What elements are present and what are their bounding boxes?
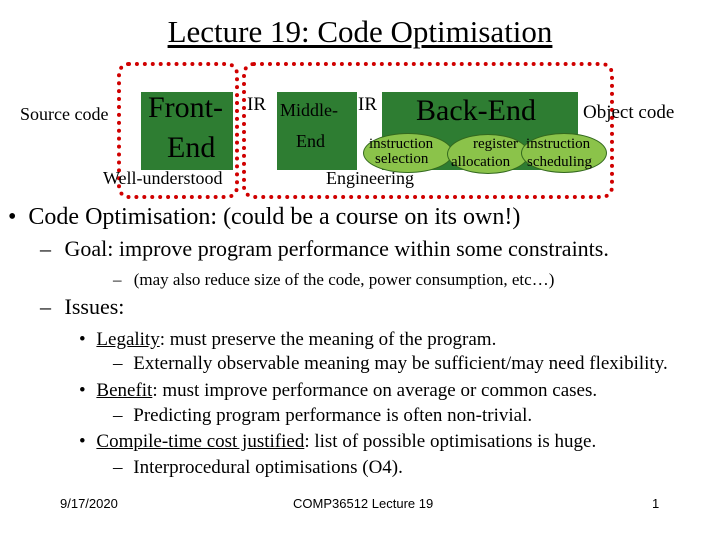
front-end-label-line2: End [167, 131, 216, 164]
instruction-selection-label-line1: instruction [369, 136, 434, 152]
well-understood-label: Well-understood [103, 168, 223, 188]
issue-legality-detail [113, 353, 668, 375]
goal-note-text: (may also reduce size of the code, power consumption, etc…) [133, 270, 555, 289]
engineering-label: Engineering [326, 168, 414, 188]
bullet-glyph: • [79, 431, 86, 452]
goal-text: Goal: improve program performance within some constraints. [64, 236, 609, 261]
sub-bullet-issues [40, 294, 124, 320]
legality-term: Legality [96, 329, 160, 350]
dash-glyph: – [113, 405, 123, 426]
ir-label-1: IR [247, 94, 266, 115]
page-title: Lecture 19: Code Optimisation [167, 14, 553, 49]
dash-glyph: – [40, 294, 51, 319]
middle-end-label-line1: Middle- [280, 100, 338, 120]
issue-benefit [79, 380, 597, 402]
bullet-glyph: • [79, 329, 86, 350]
cost-term: Compile-time cost justified [96, 431, 305, 452]
source-code-label: Source code [20, 104, 109, 124]
ir-label-2: IR [358, 94, 377, 115]
bullet-code-optimisation [8, 204, 520, 231]
issues-text: Issues: [64, 294, 125, 319]
dash-glyph: – [113, 353, 123, 374]
legality-detail-text: Externally observable meaning may be sufficient/may need flexibility. [133, 353, 668, 374]
issue-compile-time-cost-detail [113, 457, 403, 479]
middle-end-label-line2: End [296, 131, 325, 151]
dash-glyph: – [40, 236, 51, 261]
dash-glyph: – [113, 457, 123, 478]
sub-bullet-goal [40, 236, 609, 262]
dash-glyph: – [113, 270, 122, 289]
footer-date: 9/17/2020 [60, 496, 118, 511]
register-allocation-label-line1: register [473, 136, 518, 152]
sub-sub-bullet-goal-note [113, 270, 554, 290]
register-allocation-label-line2: allocation [451, 154, 511, 170]
benefit-text: : must improve performance on average or common cases. [152, 380, 598, 401]
cost-text: : list of possible optimisations is huge. [304, 431, 597, 452]
issue-legality [79, 329, 496, 351]
bullet-glyph: • [8, 204, 17, 230]
benefit-detail-text: Predicting program performance is often non-trivial. [133, 405, 533, 426]
issue-compile-time-cost [79, 431, 596, 453]
back-end-label: Back-End [416, 94, 536, 127]
bullet-text: Code Optimisation: (could be a course on its own!) [28, 204, 521, 230]
object-code-label: Object code [583, 102, 675, 123]
issue-benefit-detail [113, 405, 532, 427]
footer-page-number: 1 [652, 496, 660, 511]
cost-detail-text: Interprocedural optimisations (O4). [133, 457, 403, 478]
benefit-term: Benefit [96, 380, 153, 401]
instruction-selection-label-line2: selection [375, 151, 429, 167]
instruction-scheduling-label-line2: scheduling [527, 154, 592, 170]
legality-text: : must preserve the meaning of the program. [159, 329, 497, 350]
front-end-label-line1: Front- [148, 91, 223, 124]
instruction-scheduling-label-line1: instruction [526, 136, 591, 152]
footer-course: COMP36512 Lecture 19 [293, 496, 434, 511]
bullet-glyph: • [79, 380, 86, 401]
